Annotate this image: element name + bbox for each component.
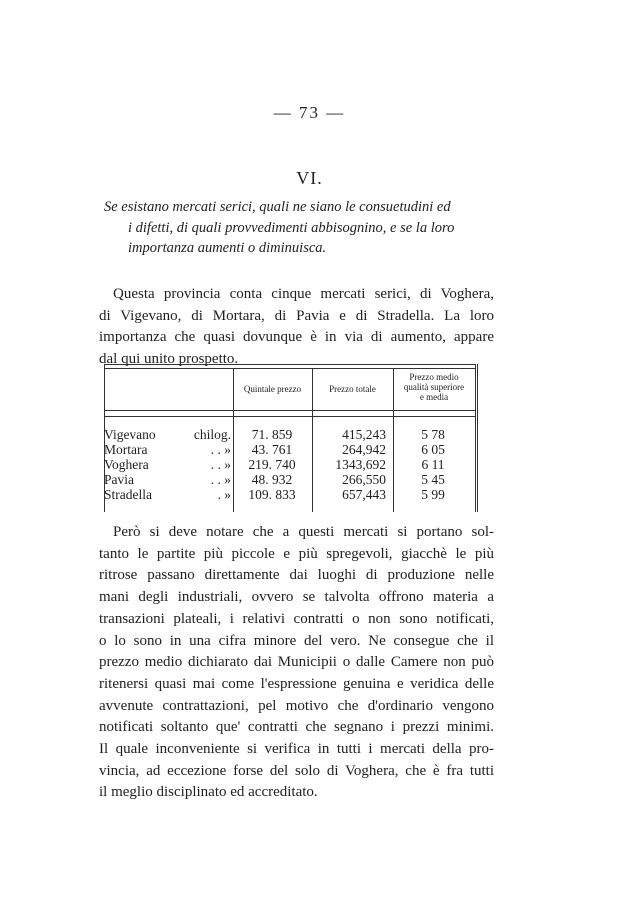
text-line: vincia, ad eccezione forse del solo di Voghera, che è fra tutti (99, 762, 494, 779)
market-name: Mortara (104, 442, 148, 457)
text-line: ritrose passano direttamente dai luoghi di produzione nelle (99, 567, 494, 584)
text-line: tanto le partite più piccole e più spregevoli, giacchè le più (99, 545, 494, 562)
unit: . . » (210, 457, 231, 472)
text-line: mani degli industriali, ovvero se talvolta offrono materia a (99, 589, 494, 606)
medio-value: 6 11 (421, 457, 445, 472)
totale-value: 1343,692 (335, 457, 386, 472)
unit: chilog. (193, 427, 231, 442)
chapter-heading: VI. (296, 168, 323, 188)
text-line: ritenersi quasi mai come l'espressione genuina e veridica delle (99, 675, 494, 692)
market-name: Voghera (104, 457, 149, 472)
quintale-value: 48. 932 (251, 472, 293, 487)
quintale-value: 219. 740 (248, 457, 296, 472)
paragraph-main (99, 522, 494, 804)
header-line: qualità superiore (403, 382, 465, 392)
medio-value: 5 45 (421, 472, 445, 487)
market-name: Pavia (104, 472, 134, 487)
market-name: Stradella (104, 487, 152, 502)
market-name: Vigevano (104, 427, 156, 442)
text-line: transazioni plateali, i relativi contratti o non sono notificati, (99, 610, 494, 627)
text-line: Il quale inconveniente si verifica in tutti i mercati della pro- (99, 741, 494, 758)
table-rule (104, 416, 476, 417)
header-line: Prezzo medio (409, 372, 459, 382)
text-line: avvenute contrattazioni, pel motivo che d'ordinario vengono (99, 697, 494, 714)
markets-table (104, 364, 476, 514)
header-line: e media (419, 392, 449, 402)
text-line: il meglio disciplinato ed accreditato. (99, 784, 318, 801)
text-line: importanza che quasi dovunque è in via di aumento, appare (99, 329, 494, 346)
table-rule (104, 364, 476, 365)
subtitle-line: i difetti, di quali provvedimenti abbisognino, e se la loro (128, 219, 455, 236)
text-line: dal qui unito prospetto. (99, 351, 239, 368)
medio-value: 5 78 (421, 427, 445, 442)
text-line: notificati soltanto que' contratti che segnano i prezzi minimi. (99, 719, 494, 736)
unit: . . » (210, 472, 231, 487)
quintale-value: 43. 761 (251, 442, 293, 457)
unit: . » (217, 487, 231, 502)
column-header-medio (393, 372, 475, 402)
subtitle-line: importanza aumenti o diminuisca. (128, 240, 327, 256)
text-line: di Vigevano, di Mortara, di Pavia e di Stradella. La loro (99, 307, 494, 324)
totale-value: 415,243 (342, 427, 386, 442)
paragraph-intro (99, 284, 494, 371)
totale-value: 266,550 (342, 472, 386, 487)
text-line: o lo sono in una cifra minore del vero. Ne consegue che il (99, 632, 494, 649)
quintale-value: 109. 833 (248, 487, 296, 502)
table-row (104, 487, 476, 504)
medio-value: 5 99 (421, 487, 445, 502)
unit: . . » (210, 442, 231, 457)
table-rule (104, 410, 476, 411)
totale-value: 657,443 (342, 487, 386, 502)
text-line: Però si deve notare che a questi mercati si portano sol- (113, 524, 494, 540)
text-line: Questa provincia conta cinque mercati serici, di Voghera, (113, 286, 494, 302)
text-line: prezzo medio dichiarato dai Municipii o dalle Camere non può (99, 654, 494, 671)
table-rule (104, 368, 476, 369)
subtitle-line: Se esistano mercati serici, quali ne siano le consuetudini ed (104, 199, 451, 215)
totale-value: 264,942 (342, 442, 386, 457)
column-header-totale: Prezzo totale (329, 384, 376, 394)
medio-value: 6 05 (421, 442, 445, 457)
quintale-value: 71. 859 (251, 427, 293, 442)
column-header-quintale: Quintale prezzo (243, 384, 302, 394)
page-number: — 73 — (273, 103, 346, 122)
chapter-subtitle (104, 197, 524, 259)
